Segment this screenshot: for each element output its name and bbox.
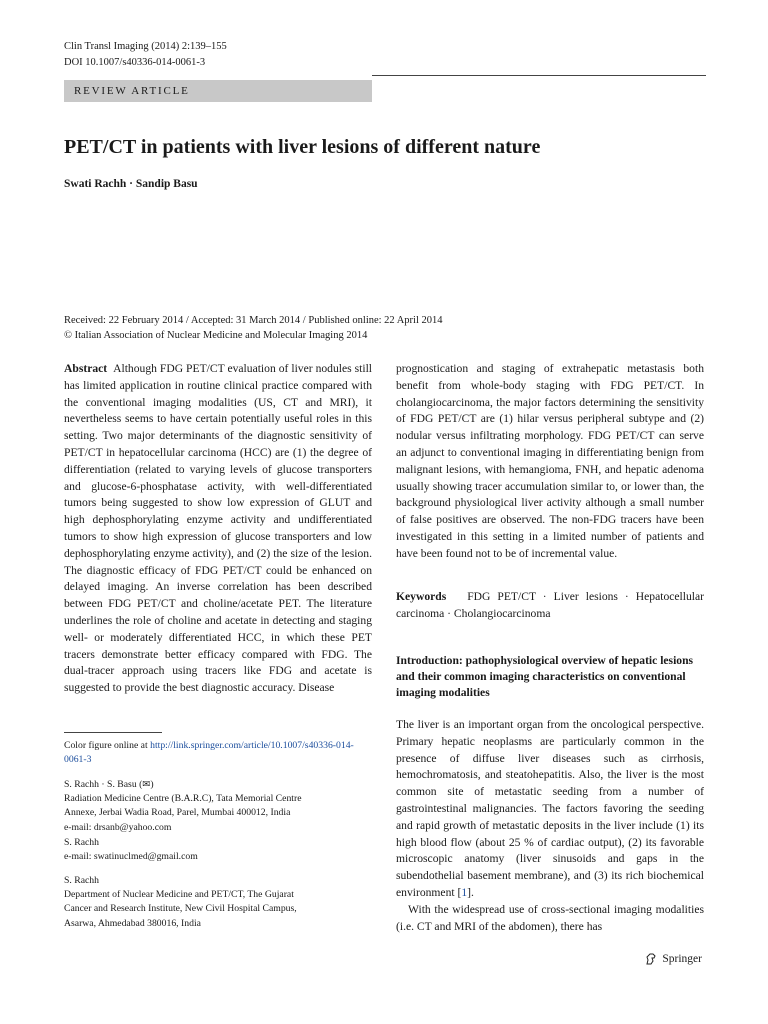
abstract-text: Although FDG PET/CT evaluation of liver nodules still has limited application in routine clinical practice compared with the conventional imaging modalities (US, CT and MRI), it nevertheless seems to have certain potentially useful roles in this setting. Two major determinants of the diagnostic sensitivity of PET/CT in hepatocellular carcinoma (HCC) are (1) the degree of differentiation (related to varying levels of glucose transporters and glucose-6-phosphatase activity, with well-differentiated tumors being suggested to show low expression of GLUT and high dephosphorylating enzyme activity and undifferentiated tumors to show high expression of glucose transporters and low dephosphorylating enzyme activity), and (2) the size of the lesion. The diagnostic efficacy of FDG PET/CT could be enhanced on delayed imaging. An inverse correlation has been described between FDG PET/CT and choline/acetate PET. The literature underlines the role of choline and acetate in detecting and staging well- or moderately differentiated HCC, in which these PET tracers demonstrate better efficacy compared with FDG. The dual-tracer approach using tracers like FDG and acetate is suggested to provide the best diagnostic accuracy. Disease (64, 362, 373, 695)
affiliation-2: S. Rachh e-mail: swatinuclmed@gmail.com (64, 836, 372, 864)
introduction-text (396, 717, 704, 935)
footnote-rule (64, 732, 162, 733)
doi: DOI 10.1007/s40336-014-0061-3 (64, 57, 206, 68)
email: e-mail: swatinuclmed@gmail.com (64, 851, 198, 863)
dates-line: Received: 22 February 2014 / Accepted: 31 March 2014 / Published online: 22 April 2014 (64, 315, 443, 326)
article-title: PET/CT in patients with liver lesions of different nature (64, 136, 541, 158)
color-figure-note: Color figure online at http://link.springer.com/article/10.1007/s40336-014-0061-3 (64, 740, 354, 766)
authors: Swati Rachh · Sandip Basu (64, 178, 198, 190)
intro-paragraph: The liver is an important organ from the oncological perspective. Primary hepatic neoplasms are particularly common in the presence of diffuse liver diseases such as cirrhosis, hemochromatosis, and steatohepatitis. Also, the liver is the most common site of metastatic seeding from a number of gastrointestinal malignancies. The factors favoring the seeding and rapid growth of metastatic deposits in the liver include (1) its high blood flow (about 25 % of cardiac output), (2) its favorable microscopic anatomy (liver sinusoids and gaps in the subendothelial basement membrane), and (3) its rich biochemical environment [1]. (396, 718, 704, 899)
header-rule (372, 75, 706, 76)
abstract-label: Abstract (64, 362, 108, 375)
affiliation-1: S. Rachh · S. Basu (✉) Radiation Medicine Centre (B.A.R.C), Tata Memorial Centre Annexe, Jerbai Wadia Road, Parel, Mumbai 400012, India e-mail: drsanb@yahoo.com (64, 778, 372, 835)
figure-link[interactable]: http://link.springer.com/article/10.1007/s40336-014-0061-3 (64, 740, 354, 766)
intro-paragraph: With the widespread use of cross-sectional imaging modalities (i.e. CT and MRI of the abdomen), there has (396, 902, 704, 933)
keywords-label: Keywords (396, 590, 447, 603)
article-type-banner: REVIEW ARTICLE (64, 80, 372, 102)
keywords (396, 589, 704, 623)
email: e-mail: drsanb@yahoo.com (64, 821, 172, 833)
publisher-name: Springer (662, 953, 702, 965)
springer-horse-icon (644, 952, 658, 966)
section-heading: Introduction: pathophysiological overview of hepatic lesions and their common imaging characteristics on conventional imaging modalities (396, 654, 694, 699)
publisher-logo (644, 952, 702, 966)
copyright-line: © Italian Association of Nuclear Medicine and Molecular Imaging 2014 (64, 330, 368, 341)
reference-link[interactable]: 1 (461, 885, 468, 899)
abstract-left-column (64, 361, 372, 697)
journal-citation: Clin Transl Imaging (2014) 2:139–155 (64, 41, 227, 52)
affiliation-3: S. Rachh Department of Nuclear Medicine and PET/CT, The Gujarat Cancer and Research Institute, New Civil Hospital Campus, Asarwa, Ahmedabad 380016, India (64, 875, 297, 929)
abstract-right-column: prognostication and staging of extrahepatic metastasis both benefit from whole-body staging with FDG PET/CT. In cholangiocarcinoma, the major factors determining the sensitivity of FDG PET/CT are (1) hilar versus peripheral subtype and (2) nodular versus infiltrating morphology. FDG PET/CT can serve an adjunct to conventional imaging in differentiating benign from malignant lesions, with hemangioma, FNH, and hepatic adenoma usually showing tracer accumulation similar to, or lower than, the background physiological liver activity although a small number of false positives are observed. The non-FDG tracers have been investigated in this setting in a limited number of patients and have been found not to be of incremental value. (396, 362, 704, 560)
publication-dates (64, 313, 704, 343)
keywords-text: FDG PET/CT · Liver lesions · Hepatocellular carcinoma · Cholangiocarcinoma (396, 590, 704, 620)
